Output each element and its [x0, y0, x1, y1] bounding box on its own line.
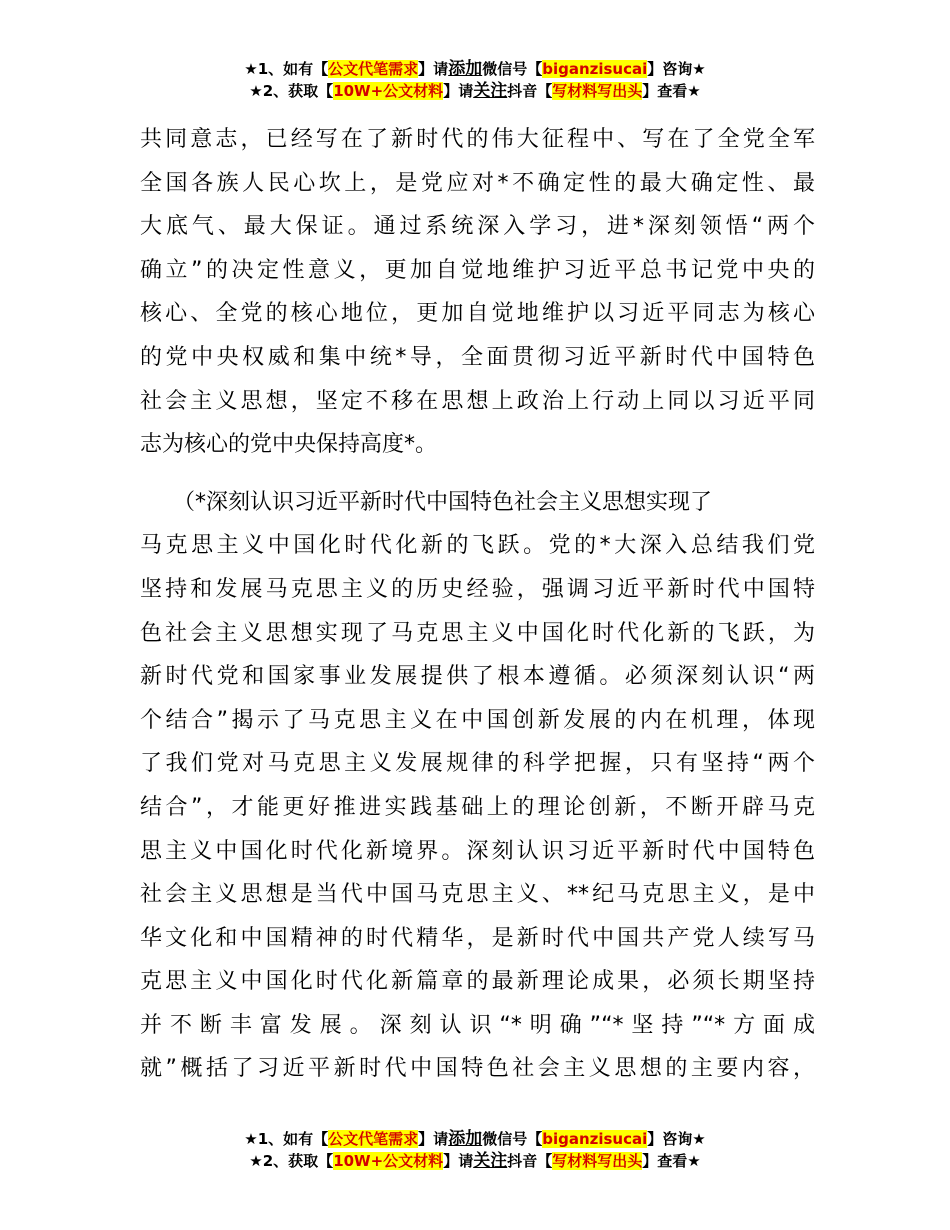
highlight-wechat-id: biganzisucai: [542, 1130, 648, 1148]
underlined-follow: 关注: [473, 1151, 508, 1171]
banner-line-2: ★2、获取【10W+公文材料】请关注抖音【写材料写出头】查看★: [249, 81, 701, 101]
highlight-douyin: 写材料写出头: [552, 82, 643, 100]
header-banner: [0, 58, 950, 102]
highlight-materials: 10W+公文材料: [333, 82, 444, 100]
highlight-service: 公文代笔需求: [328, 60, 419, 78]
underlined-follow: 关注: [473, 81, 508, 101]
highlight-service: 公文代笔需求: [328, 1130, 419, 1148]
paragraph-1: [140, 118, 815, 467]
text-line: 坚持和发展马克思主义的历史经验，强调习近平新时代中国特: [140, 576, 815, 602]
underlined-add: 添加: [448, 1129, 483, 1149]
text-line: 个结合”揭示了马克思主义在中国创新发展的内在机理，体现: [140, 707, 815, 733]
text-line: 思主义中国化时代化新境界。深刻认识习近平新时代中国特色: [140, 838, 815, 864]
text-line: 马克思主义中国化时代化新的飞跃。党的*大深入总结我们党: [140, 533, 815, 559]
text-line: 社会主义思想是当代中国马克思主义、**纪马克思主义，是中: [140, 882, 815, 908]
text-line: 色社会主义思想实现了马克思主义中国化时代化新的飞跃，为: [140, 620, 815, 646]
footer-banner: [0, 1128, 950, 1172]
text-line: 全国各族人民心坎上，是党应对*不确定性的最大确定性、最: [140, 170, 815, 196]
underlined-add: 添加: [448, 59, 483, 79]
text-line: 华文化和中国精神的时代精华，是新时代中国共产党人续写马: [140, 925, 815, 951]
text-line: 结合”，才能更好推进实践基础上的理论创新，不断开辟马克: [140, 794, 815, 820]
highlight-wechat-id: biganzisucai: [542, 60, 648, 78]
text-line: 大底气、最大保证。通过系统深入学习，进*深刻领悟“两个: [140, 214, 815, 240]
highlight-materials: 10W+公文材料: [333, 1152, 444, 1170]
text-line: 克思主义中国化时代化新篇章的最新理论成果，必须长期坚持: [140, 969, 815, 995]
banner-line-1: ★1、如有【公文代笔需求】请添加微信号【biganzisucai】咨询★: [244, 59, 706, 79]
text-line: 确立”的决定性意义，更加自觉地维护习近平总书记党中央的: [140, 257, 815, 283]
text-line: （*深刻认识习近平新时代中国特色社会主义思想实现了: [140, 489, 713, 515]
text-line: 社会主义思想，坚定不移在思想上政治上行动上同以习近平同: [140, 388, 815, 414]
text-line: 志为核心的党中央保持高度*。: [140, 432, 438, 458]
banner-line-2: ★2、获取【10W+公文材料】请关注抖音【写材料写出头】查看★: [249, 1151, 701, 1171]
text-line: 了我们党对马克思主义发展规律的科学把握，只有坚持“两个: [140, 751, 815, 777]
text-line: 并不断丰富发展。深刻认识“*明确”“*坚持”“*方面成: [140, 1012, 815, 1038]
text-line: 核心、全党的核心地位，更加自觉地维护以习近平同志为核心: [140, 301, 815, 327]
text-line: 共同意志，已经写在了新时代的伟大征程中、写在了全党全军: [140, 127, 815, 152]
banner-line-1: ★1、如有【公文代笔需求】请添加微信号【biganzisucai】咨询★: [244, 1129, 706, 1149]
highlight-douyin: 写材料写出头: [552, 1152, 643, 1170]
text-line: 的党中央权威和集中统*导，全面贯彻习近平新时代中国特色: [140, 344, 815, 370]
text-line: 就”概括了习近平新时代中国特色社会主义思想的主要内容，: [140, 1056, 815, 1082]
document-body: [140, 118, 815, 1091]
paragraph-2: [140, 481, 815, 1091]
text-line: 新时代党和国家事业发展提供了根本遵循。必须深刻认识“两: [140, 664, 815, 690]
